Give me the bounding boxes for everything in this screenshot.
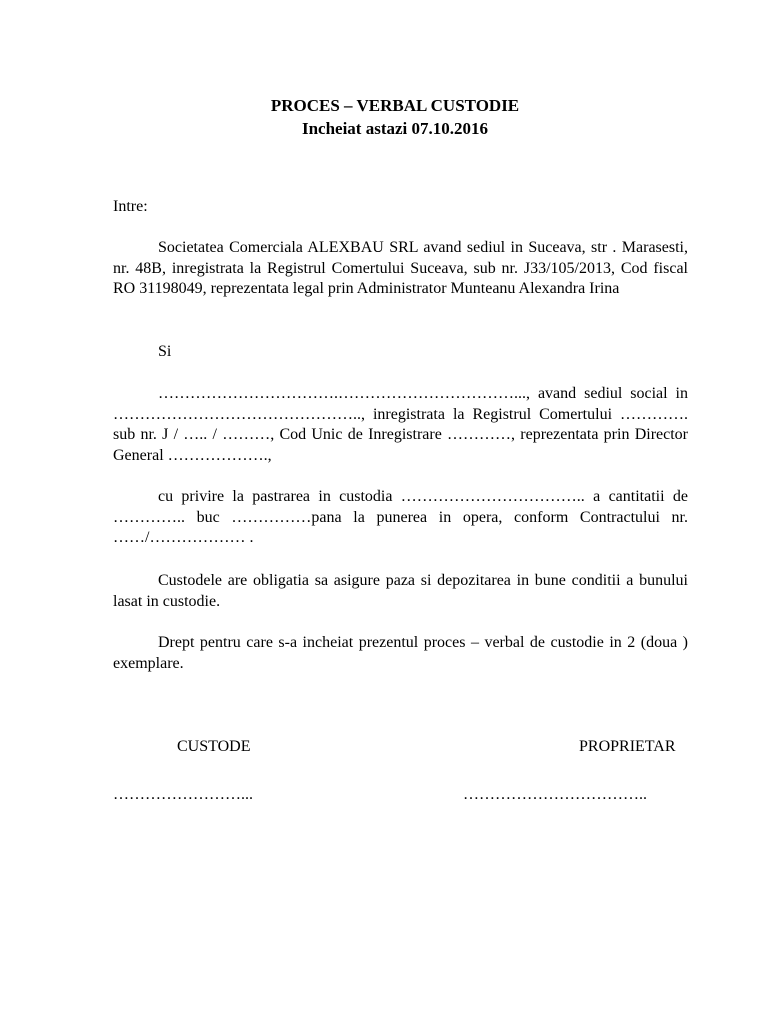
document-title: PROCES – VERBAL CUSTODIE	[270, 96, 520, 115]
proprietar-label: PROPRIETAR	[579, 738, 676, 755]
custody-clause-paragraph: cu privire la pastrarea in custodia …………………………….. a cantitatii de ………….. buc ……………pana la punerea in opera, conform Contractului nr. ……/……………… .	[113, 488, 688, 546]
obligation-paragraph: Custodele are obligatia sa asigure paza si depozitarea in bune conditii a bunului lasat in custodie.	[113, 572, 688, 610]
custode-signature-line: ……………………...	[113, 786, 253, 803]
si-label: Si	[158, 343, 172, 360]
proprietar-signature-line: ……………………………..	[463, 786, 647, 803]
party2-paragraph: …………………………….……………………………..., avand sediul social in ……………………………………….., inregistrata la Registrul Comertului …………. sub nr. J / ….. / ………, Cod Unic de Inregistrare …………, reprezentata prin Director General ……………….,	[113, 385, 688, 464]
party1-paragraph: Societatea Comerciala ALEXBAU SRL avand sediul in Suceava, str . Marasesti, nr. 48B, inregistrata la Registrul Comertului Suceava, sub nr. J33/105/2013, Cod fiscal RO 31198049, reprezentata legal prin Administrator Munteanu Alexandra Irina	[113, 239, 688, 297]
document-subtitle: Incheiat astazi 07.10.2016	[301, 119, 489, 138]
custode-label: CUSTODE	[177, 738, 251, 755]
intre-label: Intre:	[113, 198, 148, 215]
closing-paragraph: Drept pentru care s-a incheiat prezentul proces – verbal de custodie in 2 (doua ) exemplare.	[113, 634, 688, 672]
